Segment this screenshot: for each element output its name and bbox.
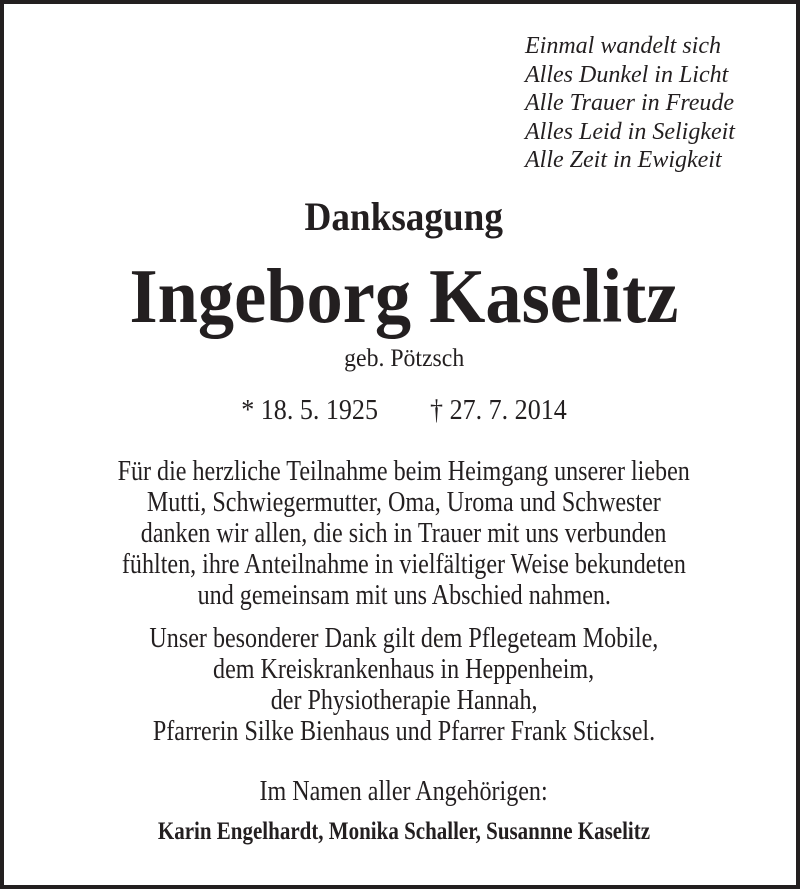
thanks-line	[4, 518, 800, 549]
poem-line: Alles Leid in Seligkeit	[525, 118, 735, 145]
special-thanks-line-text: Pfarrerin Silke Bienhaus und Pfarrer Frank Sticksel.	[152, 716, 656, 747]
deceased-name	[4, 251, 800, 341]
special-thanks-line-text: Unser besonderer Dank gilt dem Pflegeteam Mobile,	[149, 623, 659, 654]
notice-heading	[4, 193, 800, 241]
special-thanks-line	[4, 685, 800, 716]
poem-line: Alle Zeit in Ewigkeit	[525, 147, 722, 173]
signature-intro	[4, 776, 800, 807]
maiden-name	[4, 344, 800, 374]
thanks-line	[4, 487, 800, 518]
thanks-line-text: Mutti, Schwiegermutter, Oma, Uroma und Schwester	[147, 487, 661, 518]
life-dates	[4, 394, 800, 428]
thanks-line-text: und gemeinsam mit uns Abschied nahmen.	[197, 580, 611, 611]
thanks-line-text: danken wir allen, die sich in Trauer mit uns verbunden	[141, 518, 667, 549]
thanks-line	[4, 456, 800, 487]
thanks-line	[4, 580, 800, 611]
special-thanks-line	[4, 623, 800, 654]
special-thanks-line	[4, 716, 800, 747]
thanks-line-text: fühlten, ihre Anteilnahme in vielfältiger Weise bekundeten	[122, 549, 686, 580]
life-dates-row	[241, 394, 567, 428]
poem-line: Einmal wandelt sich	[525, 33, 721, 59]
signature-intro-text: Im Namen aller Angehörigen:	[259, 776, 549, 807]
signature-names-text: Karin Engelhardt, Monika Schaller, Susannne Kaselitz	[157, 818, 651, 845]
death-date: † 27. 7. 2014	[430, 395, 567, 426]
deceased-name-text: Ingeborg Kaselitz	[129, 253, 679, 339]
heading-text: Danksagung	[304, 194, 504, 239]
birth-date: * 18. 5. 1925	[241, 395, 378, 426]
signature-names	[4, 817, 800, 847]
special-thanks-line-text: dem Kreiskrankenhaus in Heppenheim,	[213, 654, 595, 685]
thanks-line	[4, 549, 800, 580]
maiden-name-text: geb. Pötzsch	[343, 345, 465, 372]
special-thanks-line	[4, 654, 800, 685]
poem-line: Alles Dunkel in Licht	[525, 61, 729, 88]
poem-line: Alle Trauer in Freude	[525, 90, 735, 116]
thanks-line-text: Für die herzliche Teilnahme beim Heimgang unserer lieben	[117, 456, 691, 487]
poem-verse	[525, 32, 735, 175]
special-thanks-line-text: der Physiotherapie Hannah,	[270, 685, 538, 716]
